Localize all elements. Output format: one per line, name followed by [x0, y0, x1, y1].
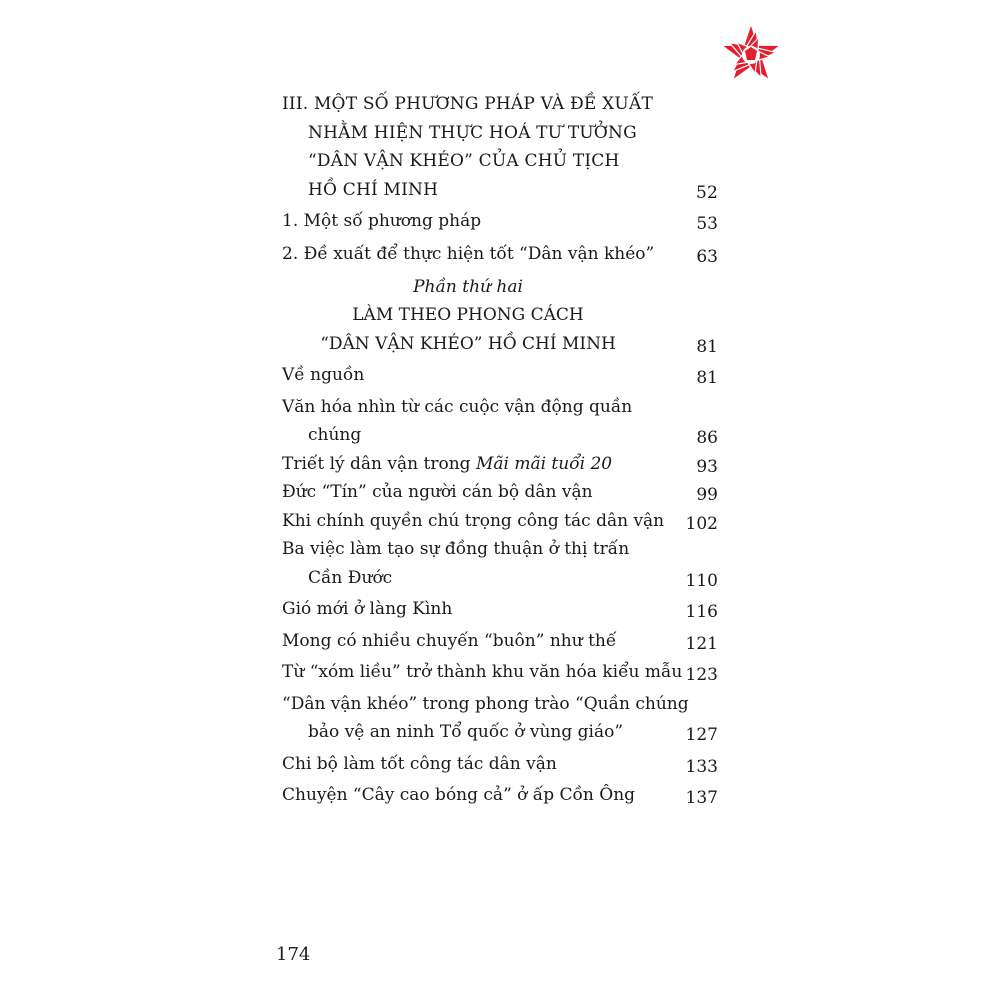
toc-entry[interactable]: [282, 240, 718, 269]
toc-entry[interactable]: [282, 535, 718, 592]
toc-page-number: 137: [685, 788, 718, 808]
part-label: Phần thứ hai: [413, 277, 523, 297]
toc-entry[interactable]: [282, 361, 718, 390]
toc-entry-line: Chi bộ làm tốt công tác dân vận: [282, 753, 557, 774]
toc-page-number: 53: [696, 214, 718, 234]
toc-entry[interactable]: [282, 393, 718, 450]
toc-entry-line: Ba việc làm tạo sự đồng thuận ở thị trấn: [282, 539, 630, 559]
toc-entry[interactable]: [282, 781, 718, 810]
toc-page-number: 63: [696, 246, 718, 267]
toc-page-number: 133: [685, 756, 718, 777]
toc-entry-line: “DÂN VẬN KHÉO” CỦA CHỦ TỊCH: [308, 151, 620, 171]
toc-entry-line: Gió mới ở làng Kình: [282, 599, 453, 619]
toc-entry[interactable]: [282, 658, 718, 687]
red-star-emblem-icon: [718, 22, 784, 88]
toc-page-number: 127: [685, 725, 718, 745]
toc-entry-line: Từ “xóm liều” trở thành khu văn hóa kiểu mẫu: [282, 662, 683, 682]
toc-entry[interactable]: [282, 627, 718, 656]
toc-entry[interactable]: [282, 595, 718, 624]
toc-page-number: 86: [696, 428, 718, 448]
toc-page-number: 110: [685, 570, 718, 591]
toc-entry-line: Về nguồn: [282, 365, 365, 385]
toc-entry-line: “Dân vận khéo” trong phong trào “Quần chúng: [282, 693, 689, 714]
toc-page-number: 99: [696, 485, 718, 505]
toc-entry-section-iii[interactable]: [282, 90, 718, 204]
toc-entry-line: NHẰM HIỆN THỰC HOÁ TƯ TƯỞNG: [308, 122, 637, 143]
toc-page-number: 81: [696, 368, 718, 388]
part-title-line: LÀM THEO PHONG CÁCH: [352, 305, 584, 325]
toc-entry-part-two[interactable]: [282, 301, 718, 358]
toc-entry-line: chúng: [308, 425, 362, 445]
toc-page-number: 81: [696, 336, 718, 357]
toc-entry-line: bảo vệ an ninh Tổ quốc ở vùng giáo”: [308, 722, 624, 742]
table-of-contents: [282, 90, 718, 810]
toc-entry-line: HỒ CHÍ MINH: [308, 179, 439, 200]
toc-entry-line: Đức “Tín” của người cán bộ dân vận: [282, 482, 593, 502]
toc-entry[interactable]: [282, 750, 718, 779]
toc-entry-line: Cần Đước: [308, 567, 393, 588]
toc-page-number: 102: [685, 513, 718, 534]
toc-entry-line: III. MỘT SỐ PHƯƠNG PHÁP VÀ ĐỀ XUẤT: [282, 94, 653, 114]
toc-page-number: 52: [695, 182, 718, 203]
toc-entry[interactable]: [282, 507, 718, 536]
part-title-line: “DÂN VẬN KHÉO” HỒ CHÍ MINH: [320, 333, 616, 354]
toc-entry-line: [282, 450, 654, 479]
toc-entry-line: Văn hóa nhìn từ các cuộc vận động quần: [282, 396, 633, 417]
toc-page-number: 93: [696, 456, 718, 477]
toc-page-number: 121: [685, 633, 718, 654]
toc-entry[interactable]: [282, 478, 718, 507]
toc-entry-text: Triết lý dân vận trong: [282, 453, 476, 474]
toc-entry-line: Mong có nhiều chuyến “buôn” như thế: [282, 630, 617, 651]
toc-entry[interactable]: [282, 207, 718, 236]
toc-page-number: 123: [685, 665, 718, 685]
toc-entry[interactable]: [282, 450, 718, 479]
toc-page-number: 116: [685, 602, 718, 622]
toc-entry-line: Khi chính quyền chú trọng công tác dân vận: [282, 510, 665, 531]
book-title: Mãi mãi tuổi 20: [475, 453, 613, 474]
toc-entry-line: 2. Đề xuất để thực hiện tốt “Dân vận khéo”: [282, 243, 655, 264]
toc-entry[interactable]: [282, 690, 718, 747]
toc-entry-line: Chuyện “Cây cao bóng cả” ở ấp Cồn Ông: [282, 785, 636, 805]
toc-entry-line: 1. Một số phương pháp: [282, 211, 482, 231]
page-number: 174: [276, 944, 311, 965]
